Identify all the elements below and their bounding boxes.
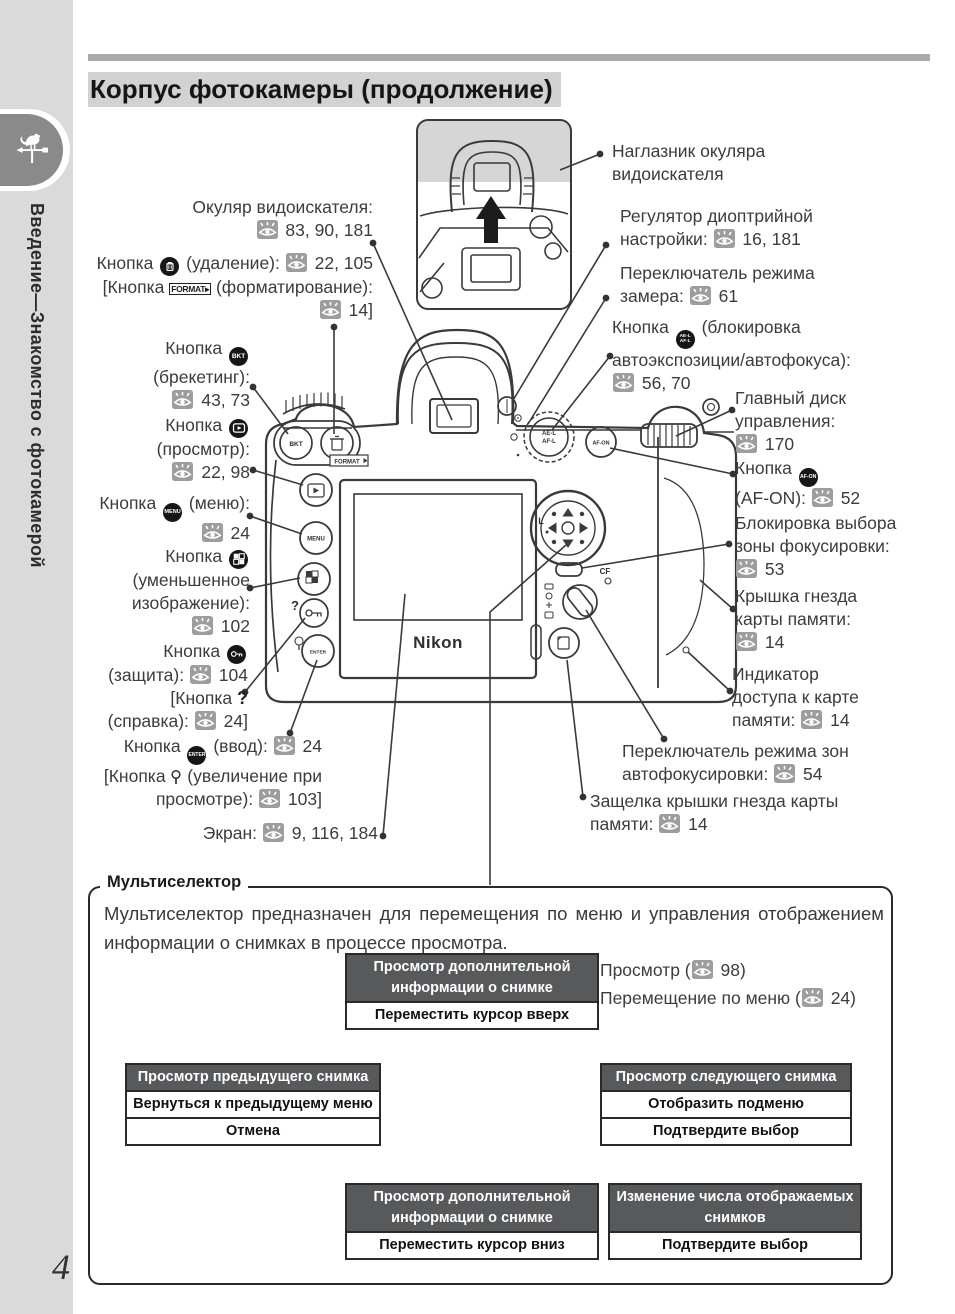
label-line: 53 [735,558,896,581]
page-title: Корпус фотокамеры (продолжение) [88,74,561,105]
label-line: видоискателя [612,164,724,184]
ae-l-af-l-button-icon: AE-L AF-L [676,330,695,349]
svg-text:MENU: MENU [307,536,325,543]
see-page-eye-icon [172,390,193,409]
table-row: Вернуться к предыдущему меню [127,1092,379,1119]
label-line: [Кнопка ? [170,687,248,708]
label-line: Переключатель режима [620,263,815,283]
menu-button-icon: MENU [163,503,182,522]
see-page-eye-icon [736,559,757,578]
table-header: Просмотр дополнительной информации о снимке [347,955,597,1003]
page-number: 4 [52,1247,70,1287]
label-line: (просмотр): [156,438,250,459]
table-header: Просмотр дополнительной информации о снимке [347,1185,597,1233]
label-line: (уменьшенное [132,569,250,590]
see-page-eye-icon [801,710,822,729]
label-line: изображение): [131,592,250,613]
label-line: Переключатель режима зон [622,741,849,761]
see-page-eye-icon [192,616,213,635]
table-row: Подтвердите выбор [653,1123,799,1139]
see-page-eye-icon [259,789,280,808]
label-line: 83, 90, 181 [192,219,373,242]
bkt-button-icon: BKT [229,347,248,366]
label-line: настройки: 16, 181 [620,229,801,249]
label-line: Окуляр видоискателя: [192,197,373,217]
svg-text:AE-L: AE-L [542,431,556,437]
label-monitor [203,822,378,845]
label-line: Перемещение по меню ( 24) [600,988,856,1008]
label-line: просмотре): 103] [155,789,322,809]
label-thumbnail-button [132,545,250,638]
see-page-eye-icon [736,434,757,453]
label-line: Кнопка AF-ON [735,457,860,487]
pad-usage-legend [600,956,856,1012]
label-card-cover-latch [590,790,838,836]
see-page-eye-icon [257,220,278,239]
see-page-eye-icon [659,814,680,833]
eyecup-inset [417,120,571,309]
label-line: замера: 61 [620,286,739,306]
see-page-eye-icon [320,300,341,319]
func-table-center [608,1183,862,1260]
label-line: [Кнопка (увеличение при [103,766,322,786]
label-enter-button [104,735,322,811]
label-line: 22, 98 [157,461,250,484]
label-line: Кнопка BKT [153,337,250,366]
see-page-eye-icon [812,488,833,507]
label-line: Кнопка AE-L AF-L (блокировка [612,316,851,349]
label-af-area-mode-switch [622,740,849,786]
label-line: 14] [97,299,373,322]
label-line: доступа к карте [732,687,859,707]
zoom-in-icon [170,769,182,785]
label-protect-help-button [108,640,248,733]
label-focus-selector-lock [735,512,896,581]
enter-button-icon: ENTER [187,746,206,765]
table-row: Отмена [226,1123,280,1139]
see-page-eye-icon [202,523,223,542]
svg-text:CF: CF [599,567,611,576]
protect-key-icon [227,645,246,664]
label-line: памяти: 14 [732,710,850,730]
label-line: Индикатор [732,664,819,684]
label-line: Кнопка MENU (меню): [99,492,250,522]
func-table-down [345,1183,599,1260]
svg-text:ENTER: ENTER [309,650,327,656]
see-page-eye-icon [274,736,295,755]
label-line: Крышка гнезда [735,586,858,606]
label-line: 24 [99,522,250,545]
svg-text:?: ? [291,598,299,613]
table-row: Подтвердите выбор [662,1237,808,1253]
label-card-slot-cover [735,585,857,654]
label-line: автофокусировки: 54 [622,764,823,784]
func-table-left [125,1063,381,1146]
see-page-eye-icon [802,988,823,1007]
label-diopter-adjustment [620,205,813,251]
label-line: управления: [735,411,836,431]
label-bkt-button [153,337,250,412]
label-line: зоны фокусировки: [735,536,890,556]
func-table-right [600,1063,852,1146]
label-line: Кнопка ENTER (ввод): 24 [104,735,322,765]
af-on-button-icon: AF-ON [799,468,818,487]
label-line: карты памяти: [735,609,851,629]
label-line: Кнопка [157,414,250,438]
nikon-logo: Nikon [413,633,463,652]
label-delete-format-button [97,252,373,322]
label-line: 170 [735,433,846,456]
label-metering-selector [620,262,815,308]
see-page-eye-icon [195,711,216,730]
label-line: Блокировка выбора [735,513,897,533]
label-line: памяти: 14 [590,814,708,834]
label-ae-l-af-l-button [612,316,851,395]
see-page-eye-icon [286,253,307,272]
playback-icon [229,419,248,438]
label-playback-button [157,414,250,484]
label-line: Кнопка [108,640,248,664]
label-line: 56, 70 [612,372,851,395]
label-main-command-dial [735,387,846,456]
format-button-icon: FORMAT▸ [171,283,210,294]
see-page-eye-icon [172,462,193,481]
label-line: (справка): 24] [107,710,248,731]
label-line: Просмотр ( 98) [600,960,746,980]
label-line: Кнопка [132,545,250,569]
see-page-eye-icon [714,229,735,248]
see-page-eye-icon [736,632,757,651]
see-page-eye-icon [263,823,284,842]
svg-text:AF-L: AF-L [542,439,556,445]
see-page-eye-icon [690,286,711,305]
label-line: Кнопка (удаление): 22, 105 [97,252,373,276]
label-line: Экран: 9, 116, 184 [202,823,378,843]
label-line: 43, 73 [153,389,250,412]
label-eyecup [612,140,765,186]
label-menu-button [99,492,250,545]
label-line: Главный диск [735,388,847,408]
label-viewfinder-eyepiece [192,196,373,242]
see-page-eye-icon [613,373,634,392]
table-row: Отобразить подменю [602,1092,850,1119]
label-line: Защелка крышки гнезда карты [590,791,839,811]
label-line: 14 [735,631,857,654]
label-line: (брекетинг): [153,367,250,387]
see-page-eye-icon [774,764,795,783]
thumbnail-icon [229,550,248,569]
see-page-eye-icon [692,960,713,979]
note-intro: Мультиселектор предназначен для перемещения по меню и управления отображением информации о снимках в процессе просмотра. [104,903,884,953]
label-line: (защита): 104 [108,664,248,685]
func-table-up [345,953,599,1030]
note-legend: Мультиселектор [100,873,248,892]
label-line: Наглазник окуляра [612,141,766,161]
help-icon: ? [237,687,248,708]
table-row: Переместить курсор вверх [374,1007,570,1023]
table-header: Просмотр следующего снимка [602,1065,850,1092]
label-af-on-button [735,457,860,510]
table-row: Переместить курсор вниз [379,1237,565,1253]
label-line: Регулятор диоптрийной [620,206,813,226]
label-line: (AF-ON): 52 [735,488,861,508]
svg-text:BKT: BKT [289,441,303,448]
table-header: Просмотр предыдущего снимка [127,1065,379,1092]
label-card-access-lamp [732,663,859,732]
label-line: автоэкспозиции/автофокуса): [612,349,851,370]
label-line: [Кнопка FORMAT▸ (форматирование): [102,276,373,297]
table-header: Изменение числа отображаемых снимков [610,1185,860,1233]
svg-text:L: L [538,516,544,526]
sidebar-vertical-title: Введение—Знакомство с фотокамерой [27,203,47,568]
see-page-eye-icon [190,665,211,684]
svg-text:AF-ON: AF-ON [592,440,610,447]
label-line: 102 [132,615,250,638]
delete-trash-icon [160,257,179,276]
svg-text:FORMAT: FORMAT [334,459,360,466]
